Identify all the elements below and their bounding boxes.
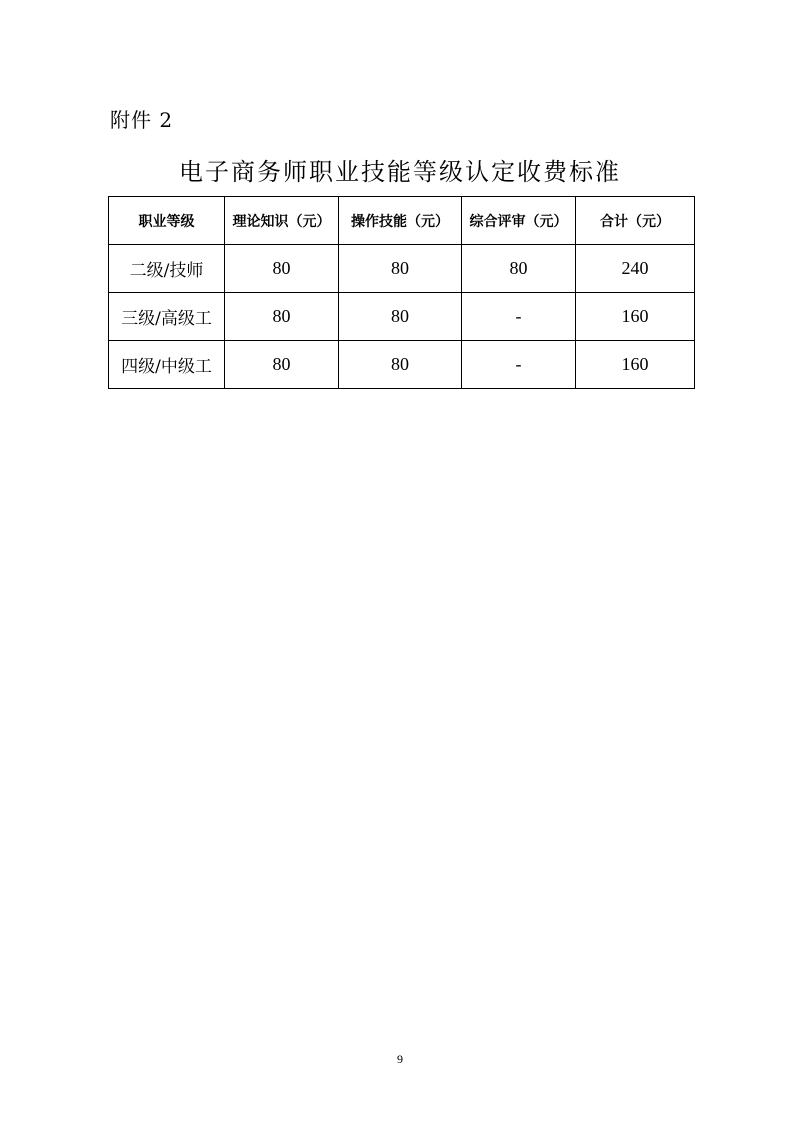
practical-cell: 80 (339, 245, 462, 293)
table-row (109, 245, 695, 293)
total-cell: 240 (576, 245, 695, 293)
total-cell: 160 (576, 293, 695, 341)
page-number: 9 (397, 1052, 403, 1066)
practical-cell: 80 (339, 341, 462, 389)
header-practical: 操作技能（元） (339, 197, 462, 245)
header-level: 职业等级 (109, 197, 225, 245)
table-row (109, 293, 695, 341)
theory-cell: 80 (225, 341, 339, 389)
table-header-row (109, 197, 695, 245)
practical-cell: 80 (339, 293, 462, 341)
review-cell: - (462, 293, 576, 341)
theory-cell: 80 (225, 293, 339, 341)
document-title: 电子商务师职业技能等级认定收费标准 (179, 158, 621, 186)
level-cell: 二级/技师 (109, 245, 225, 293)
attachment-label: 附件 2 (110, 108, 174, 132)
header-total: 合计（元） (576, 197, 695, 245)
table-row (109, 341, 695, 389)
total-cell: 160 (576, 341, 695, 389)
fee-table (108, 196, 695, 389)
header-theory: 理论知识（元） (225, 197, 339, 245)
theory-cell: 80 (225, 245, 339, 293)
review-cell: 80 (462, 245, 576, 293)
review-cell: - (462, 341, 576, 389)
level-cell: 四级/中级工 (109, 341, 225, 389)
level-cell: 三级/高级工 (109, 293, 225, 341)
header-review: 综合评审（元） (462, 197, 576, 245)
